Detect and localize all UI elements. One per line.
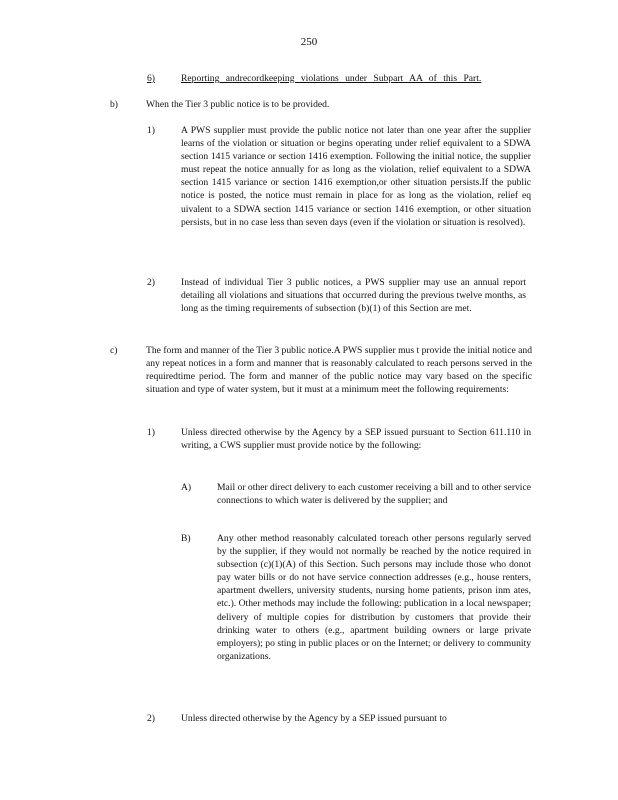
section-b-item-1-label: 1) (147, 125, 155, 136)
section-c-item-1-sub-b-text: Any other method reasonably calculated toreach other persons regularly served by the supplier, if they would not normally be reached by the notice required in subsection (c)(1)(A) of this Section. Such persons may include those who donot pay water bills or do not have service connection addresses (e.g., house renters, apartment dwellers, university students, nursing home patients, prison inm ates, etc.). Other methods may include the following: publication in a local newspaper; delivery of multiple copies for distribution by customers that provide their drinking water to others (e.g., apartment building owners or large private employers); po sting in public places or on the Internet; or delivery to community organizations. (217, 533, 531, 662)
item-6-label: 6) (147, 73, 155, 84)
section-c-item-1-text: Unless directed otherwise by the Agency by a SEP issued pursuant to Section 611.110 in writing, a CWS supplier must provide notice by the following: (181, 427, 531, 452)
section-c-item-1-sub-b-label: B) (181, 533, 191, 544)
section-c-item-1-sub-a-text: Mail or other direct delivery to each customer receiving a bill and to other service connections to which water is delivered by the supplier; and (217, 482, 531, 507)
section-c-item-1-sub-a-label: A) (181, 482, 192, 493)
section-b-heading: When the Tier 3 public notice is to be provided. (146, 99, 330, 110)
section-b-item-1-text: A PWS supplier must provide the public notice not later than one year after the supplier learns of the violation or situation or begins operating under relief equivalent to a SDWA section 1415 variance or section 1416 exemption. Following the initial notice, the supplier must repeat the notice annually for as long as the violation, relief equivalent to a SDWA section 1415 variance or section 1416 exemption,or other situation persists.If the public notice is posted, the notice must remain in place for as long as the violation, relief eq uivalent to a SDWA section 1415 variance or section 1416 exemption, or other situation persists, but in no case less than seven days (even if the violation or situation is resolved). (181, 125, 531, 228)
section-c-item-2-label: 2) (147, 713, 155, 724)
section-b-item-2-text: Instead of individual Tier 3 public notices, a PWS supplier may use an annual report detailing all violations and situations that occurred during the previous twelve months, as long as the timing requirements of subsection (b)(1) of this Section are met. (181, 277, 526, 315)
section-c-item-2-text: Unless directed otherwise by the Agency by a SEP issued pursuant to (181, 713, 447, 724)
section-c-item-1-label: 1) (147, 427, 155, 438)
section-b-label: b) (110, 99, 118, 110)
section-c-label: c) (110, 345, 118, 356)
item-6-text: Reporting andrecordkeeping violations under Subpart AA of this Part. (181, 73, 482, 84)
page-number: 250 (300, 36, 318, 48)
section-b-item-2-label: 2) (147, 277, 155, 288)
section-c-text: The form and manner of the Tier 3 public notice.A PWS supplier mus t provide the initial notice and any repeat notices in a form and manner that is reasonably calculated to reach persons served in the requiredtime period. The form and manner of the public notice may vary based on the specific situation and type of water system, but it must at a minimum meet the following requirements: (146, 345, 532, 396)
